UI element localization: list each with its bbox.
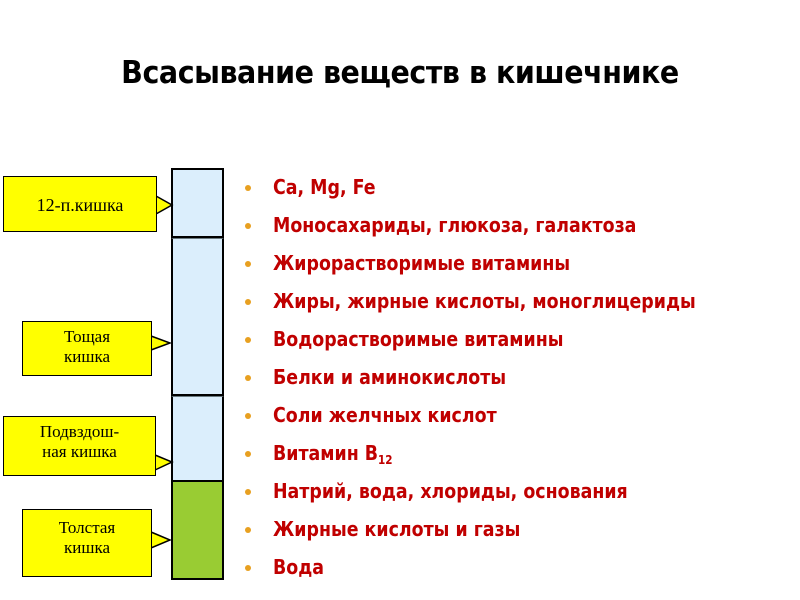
jejunum-segment (171, 238, 224, 396)
list-item-text: Жиры, жирные кислоты, моноглицериды (273, 289, 696, 313)
absorbed-substances-list (245, 174, 759, 592)
list-item (245, 288, 759, 326)
bullet-icon (245, 261, 251, 267)
bullet-icon (245, 413, 251, 419)
callout-ileum (3, 416, 156, 476)
callout-duodenum-label: 12-п.кишка (36, 195, 124, 215)
vitamin-subscript: 12 (378, 453, 393, 467)
callout-duodenum (3, 176, 157, 232)
bullet-icon (245, 451, 251, 457)
list-item-text: Водорастворимые витамины (273, 327, 564, 351)
list-item-text: Натрий, вода, хлориды, основания (273, 479, 628, 503)
list-item-text: Белки и аминокислоты (273, 365, 507, 389)
callout-pointer-jejunum (151, 336, 170, 350)
callout-pointer-large (151, 532, 170, 548)
callout-ileum-line2: ная кишка (42, 442, 117, 461)
list-item-text: Жирные кислоты и газы (273, 517, 521, 541)
callout-large-intestine (22, 509, 152, 577)
intestine-column (171, 168, 224, 580)
large-intestine-segment (171, 480, 224, 580)
callout-pointer-duodenum (156, 196, 172, 214)
list-item (245, 212, 759, 250)
list-item (245, 516, 759, 554)
list-item (245, 250, 759, 288)
list-item (245, 554, 759, 592)
callout-jejunum-line2: кишка (64, 347, 110, 366)
bullet-icon (245, 185, 251, 191)
vitamin-label: Витамин В (273, 441, 379, 465)
callout-jejunum-line1: Тощая (63, 327, 111, 346)
list-item (245, 174, 759, 212)
slide-title: Всасывание веществ в кишечнике (121, 55, 679, 91)
duodenum-segment (171, 168, 224, 238)
list-item-text: Соли желчных кислот (273, 403, 497, 427)
list-item (245, 402, 759, 440)
list-item-text-vitamin-b12 (273, 440, 393, 473)
bullet-icon (245, 223, 251, 229)
bullet-icon (245, 489, 251, 495)
list-item (245, 440, 759, 478)
bullet-icon (245, 375, 251, 381)
bullet-icon (245, 299, 251, 305)
bullet-icon (245, 527, 251, 533)
callout-jejunum (22, 321, 152, 376)
ileum-segment (171, 396, 224, 482)
list-item-text: Ca, Mg, Fe (273, 175, 376, 199)
list-item (245, 478, 759, 516)
list-item-text: Моносахариды, глюкоза, галактоза (273, 213, 637, 237)
callout-pointer-ileum (155, 455, 172, 470)
list-item-text: Вода (273, 555, 325, 579)
list-item-text: Жирорастворимые витамины (273, 251, 571, 275)
callout-large-line1: Толстая (58, 518, 116, 537)
list-item (245, 326, 759, 364)
callout-ileum-line1: Подвздош- (39, 422, 120, 441)
callout-large-line2: кишка (64, 538, 110, 557)
bullet-icon (245, 337, 251, 343)
bullet-icon (245, 565, 251, 571)
list-item (245, 364, 759, 402)
